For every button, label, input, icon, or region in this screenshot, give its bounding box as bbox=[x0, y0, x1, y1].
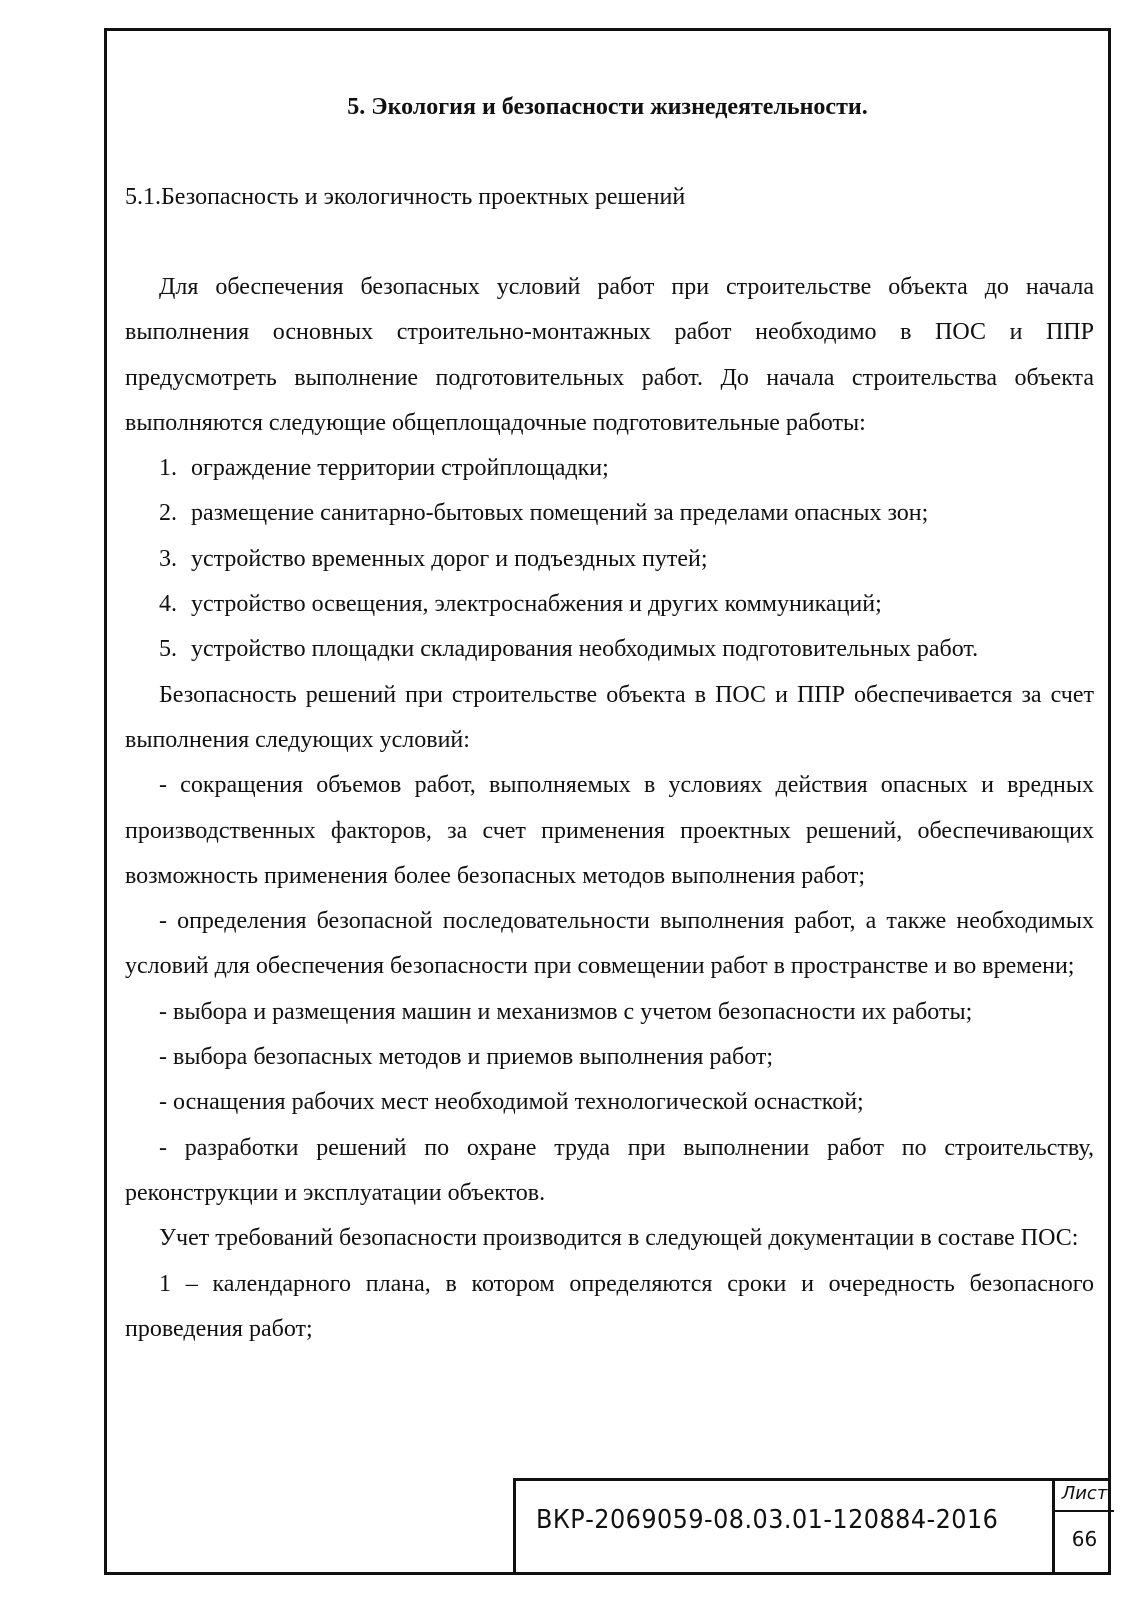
list-number: 3. bbox=[159, 545, 177, 572]
sheet-number: 66 bbox=[1071, 1527, 1098, 1551]
dash-item: - выбора и размещения машин и механизмов с учетом безопасности их работы; bbox=[159, 998, 973, 1025]
dash-item: - выбора безопасных методов и приемов выполнения работ; bbox=[159, 1044, 774, 1071]
list-number: 5. bbox=[159, 636, 177, 663]
list-item bbox=[125, 582, 1094, 627]
list-item bbox=[125, 491, 1094, 536]
list-item bbox=[125, 446, 1094, 491]
section-heading: 5. Экология и безопасности жизнедеятельности. bbox=[347, 94, 868, 120]
list-text: ограждение территории стройплощадки; bbox=[191, 455, 609, 482]
dash-item: - оснащения рабочих мест необходимой технологической оснасткой; bbox=[159, 1089, 864, 1116]
list-item bbox=[125, 627, 1094, 672]
dash-item: - разработки решений по охране труда при выполнении работ по строительству, реконструкции и эксплуатации объектов. bbox=[125, 1134, 1094, 1206]
paragraph-requirements: Учет требований безопасности производится в следующей документации в составе ПОС: bbox=[159, 1225, 1079, 1252]
sheet-label: Лист bbox=[1061, 1483, 1108, 1504]
list-number: 4. bbox=[159, 591, 177, 618]
list-text: устройство освещения, электроснабжения и других коммуникаций; bbox=[191, 591, 882, 618]
document-code: ВКР-2069059-08.03.01-120884-2016 bbox=[536, 1505, 999, 1535]
list-number: 1. bbox=[159, 455, 177, 482]
paragraph-calendar-plan: 1 – календарного плана, в котором определяются сроки и очередность безопасного проведения работ; bbox=[125, 1270, 1094, 1342]
dash-item: - определения безопасной последовательности выполнения работ, а также необходимых условий для обеспечения безопасности при совмещении работ в пространстве и во времени; bbox=[125, 908, 1094, 980]
list-text: устройство временных дорог и подъездных путей; bbox=[191, 545, 708, 572]
list-text: устройство площадки складирования необходимых подготовительных работ. bbox=[191, 636, 979, 663]
dash-item: - сокращения объемов работ, выполняемых в условиях действия опасных и вредных производственных факторов, за счет применения проектных решений, обеспечивающих возможность применения более безопасных методов выполнения работ; bbox=[125, 772, 1094, 889]
list-item bbox=[125, 537, 1094, 582]
paragraph-safety: Безопасность решений при строительстве объекта в ПОС и ППР обеспечивается за счет выполнения следующих условий: bbox=[125, 681, 1094, 753]
list-text: размещение санитарно-бытовых помещений за пределами опасных зон; bbox=[191, 500, 929, 527]
subsection-heading: 5.1.Безопасность и экологичность проектных решений bbox=[125, 184, 686, 210]
list-number: 2. bbox=[159, 500, 177, 527]
document-body bbox=[125, 265, 1094, 1352]
title-block-stamp bbox=[513, 1478, 1111, 1575]
stamp-hline bbox=[1052, 1510, 1114, 1512]
paragraph-intro: Для обеспечения безопасных условий работ при строительстве объекта до начала выполнения основных строительно-монтажных работ необходимо в ПОС и ППР предусмотреть выполнение подготовительных работ. До начала строительства объекта выполняются следующие общеплощадочные подготовительные работы: bbox=[125, 274, 1094, 436]
